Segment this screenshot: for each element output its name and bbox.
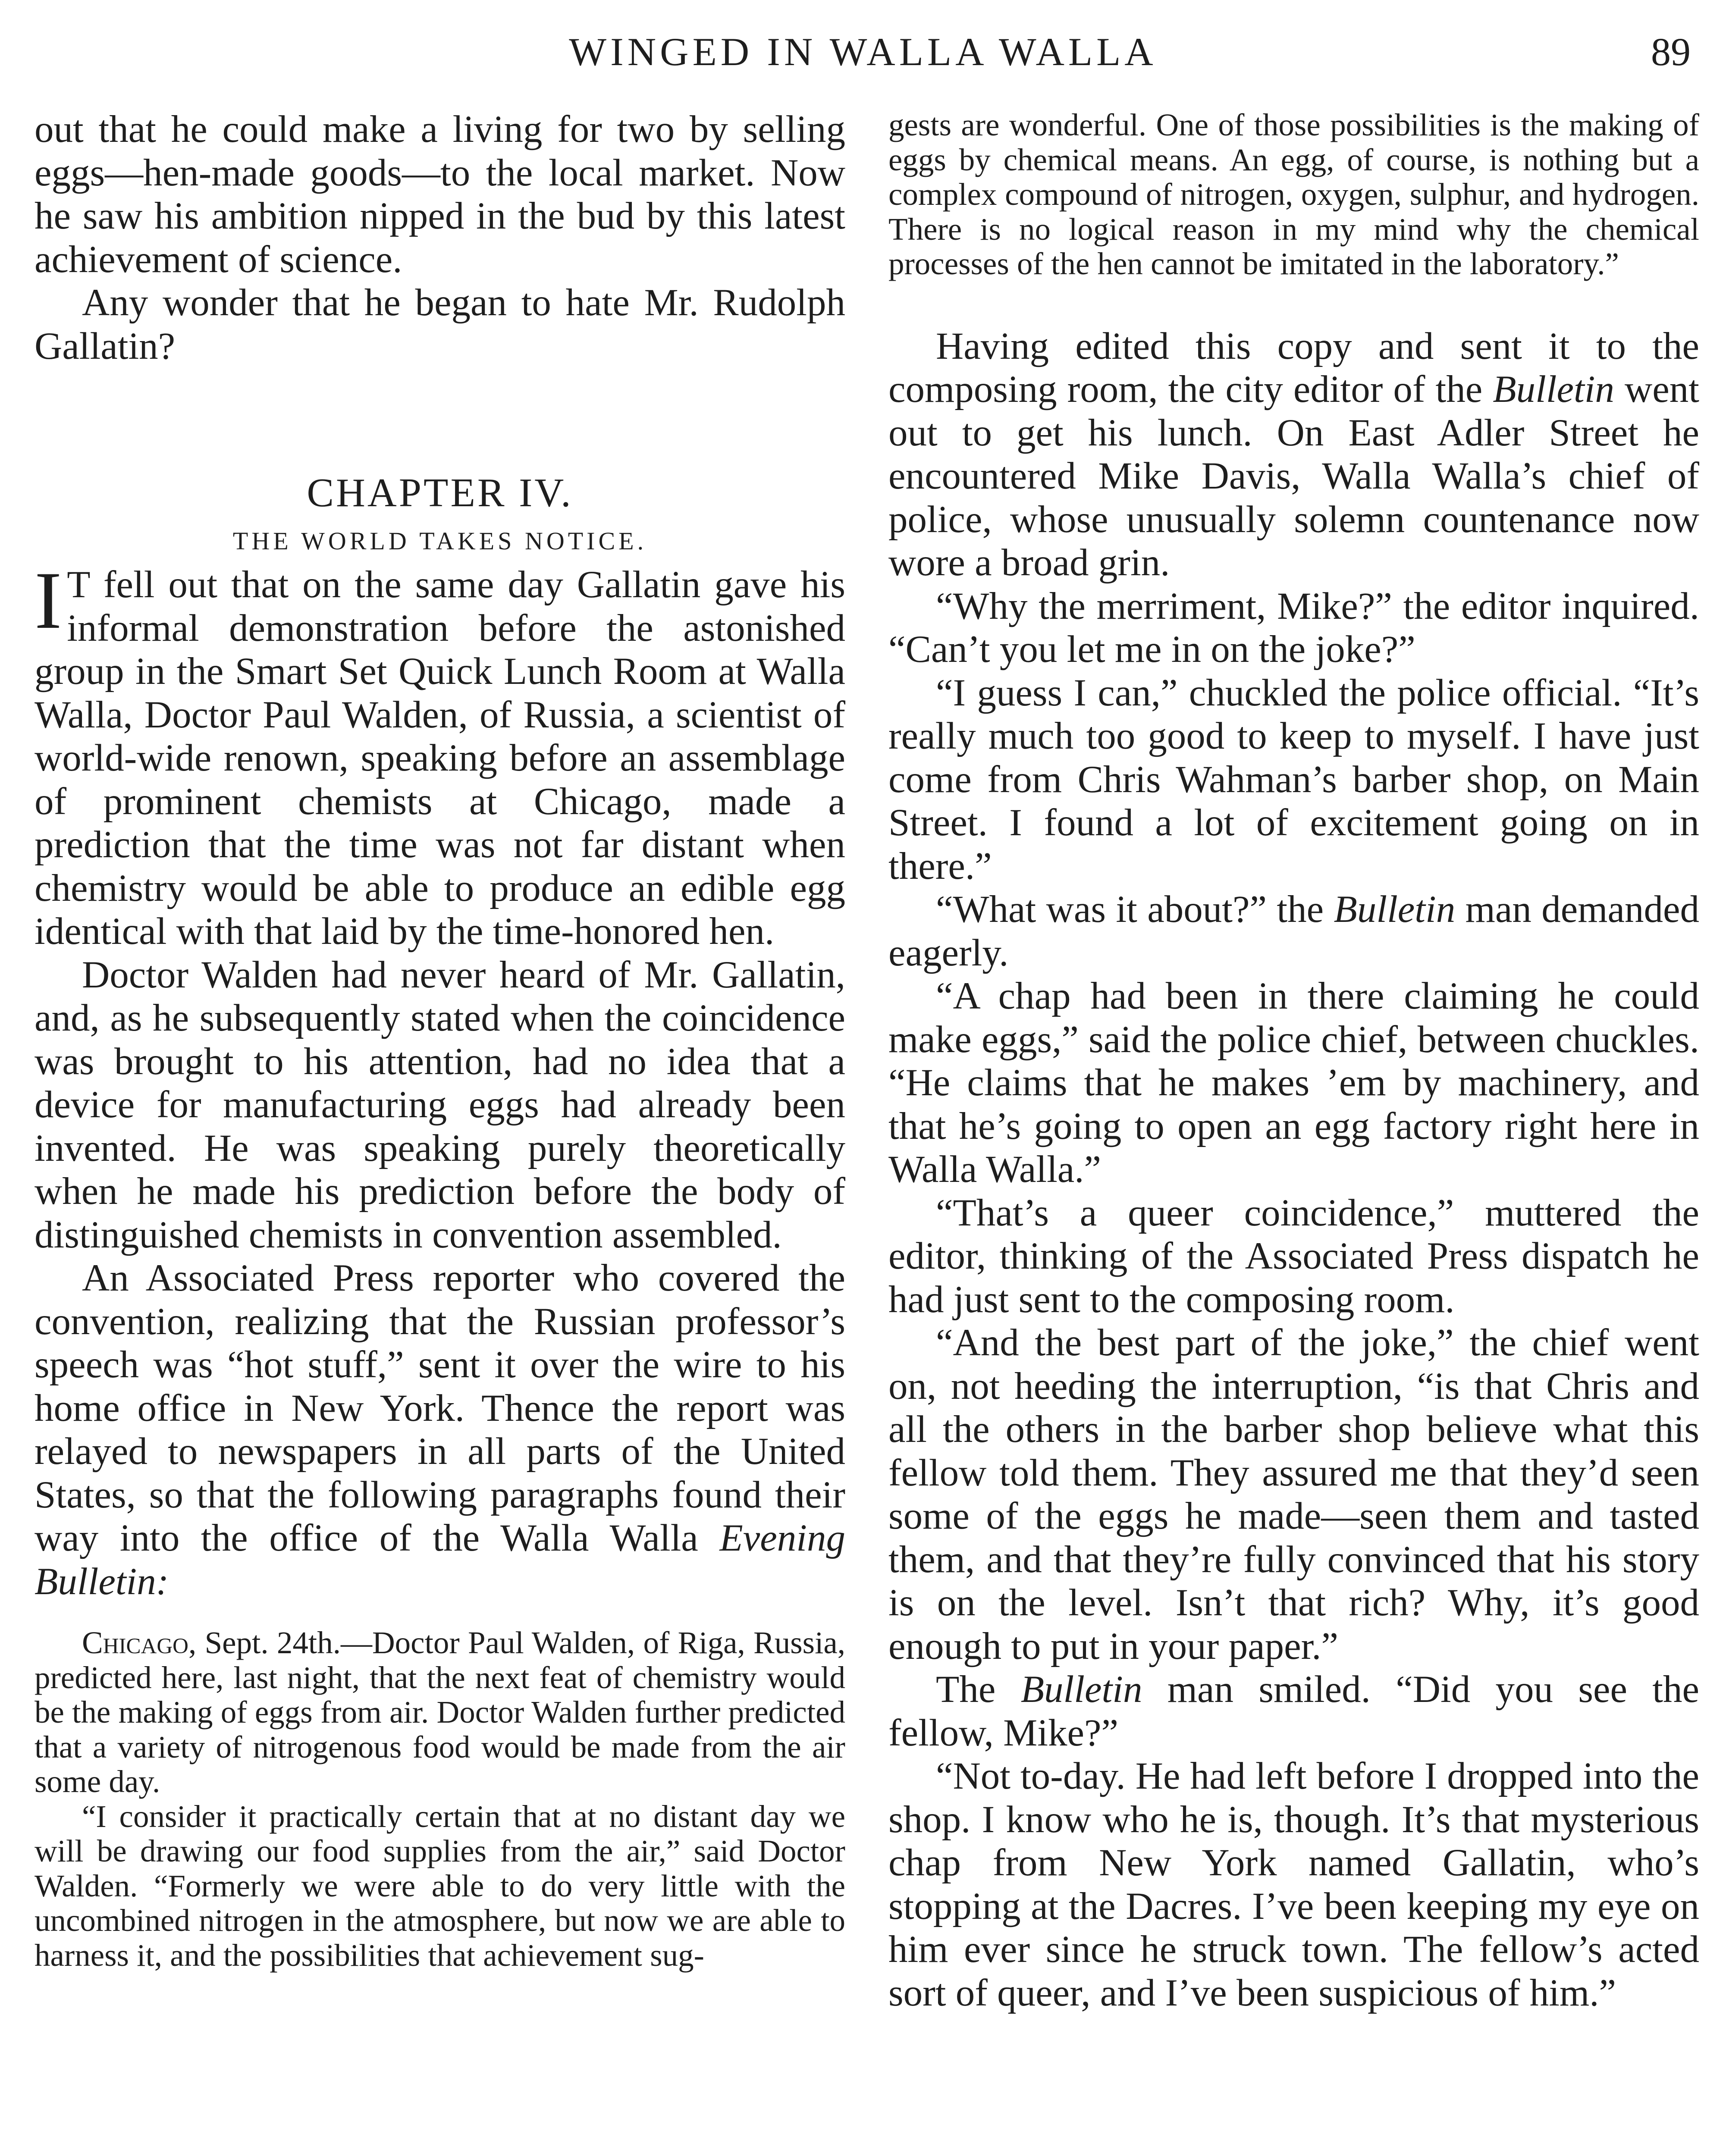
paragraph: “I guess I can,” chuckled the police official. “It’s really much too good to keep to myself. I have just come from Chris Wahman’s barber shop, on Main Street. I found a lot of excitement going on in there.” [888, 671, 1699, 887]
paragraph [888, 888, 1699, 975]
paragraph [35, 1257, 845, 1603]
paragraph: out that he could make a living for two by selling eggs—hen-made goods—to the local market. Now he saw his ambition nipped in the bud by this latest achievement of science. [35, 108, 845, 281]
paragraph [888, 1668, 1699, 1755]
news-dispatch-continued: gests are wonderful. One of those possibilities is the making of eggs by chemical means. An egg, of course, is nothing but a complex compound of nitrogen, oxygen, sulphur, and hydrogen. There is no logical reason in my mind why the chemical processes of the hen cannot be imitated in the laboratory.” [888, 107, 1699, 281]
newspaper-name: Bulletin [1020, 1668, 1142, 1711]
dispatch-dateline: Chicago [82, 1625, 189, 1660]
paragraph-text: The [936, 1668, 1021, 1711]
page-number: 89 [1651, 30, 1691, 74]
right-column [888, 108, 1699, 2015]
left-column [35, 108, 845, 1973]
running-header [30, 26, 1696, 82]
paragraph-text: man smiled. “Did you see the fellow, Mike?” [888, 1668, 1700, 1754]
paragraph-text: went out to get his lunch. On East Adler Street he encountered Mike Davis, Walla Walla’s chief of police, whose unusually solemn countenance now wore a broad grin. [888, 368, 1699, 584]
newspaper-name: Bulletin [1493, 368, 1614, 411]
newspaper-name: Evening Bulletin: [35, 1517, 845, 1603]
running-title: WINGED IN WALLA WALLA [569, 30, 1157, 74]
opening-paragraph: IT fell out that on the same day Gallatin gave his informal demonstration before the astonished group in the Smart Set Quick Lunch Room at Walla Walla, Doctor Paul Walden, of Russia, a scientist of world-wide renown, speaking before an assemblage of prominent chemists at Chicago, made a prediction that the time was not far distant when chemistry would be able to produce an edible egg identical with that laid by the time-honored hen. [35, 555, 845, 953]
paragraph: “Not to-day. He had left before I dropped into the shop. I know who he is, though. It’s that mysterious chap from New York named Gallatin, who’s stopping at the Dacres. I’ve been keeping my eye on him ever since he struck town. The fellow’s acted sort of queer, and I’ve been suspicious of him.” [888, 1755, 1699, 2014]
paragraph: “Why the merriment, Mike?” the editor inquired. “Can’t you let me in on the joke?” [888, 585, 1699, 671]
paragraph [888, 325, 1699, 585]
paragraph: “A chap had been in there claiming he could make eggs,” said the police chief, between chuckles. “He claims that he makes ’em by machinery, and that he’s going to open an egg factory right here in Walla Walla.” [888, 975, 1699, 1191]
paragraph: Any wonder that he began to hate Mr. Rudolph Gallatin? [35, 282, 845, 367]
dispatch-text: , Sept. 24th.—Doctor Paul Walden, of Riga, Russia, predicted here, last night, that the next feat of chemistry would be the making of eggs from air. Doctor Walden further predicted that a variety of nitrogenous food would be made from the air some day. [35, 1625, 845, 1799]
newspaper-name: Bulletin [1334, 888, 1456, 931]
paragraph-text: man demanded eagerly. [888, 888, 1699, 974]
news-dispatch-quote: “I consider it practically certain that at no distant day we will be drawing our food supplies from the air,” said Doctor Walden. “Formerly we were able to do very little with the uncombined nitrogen in the atmosphere, but now we are able to harness it, and the possibilities that achievement sug- [35, 1799, 845, 1973]
chapter-title: CHAPTER IV. [307, 470, 573, 515]
paragraph-text: “What was it about?” the [936, 888, 1334, 931]
paragraph: Doctor Walden had never heard of Mr. Gallatin, and, as he subsequently stated when the coincidence was brought to his attention, had no idea that a device for manufacturing eggs had already been invented. He was speaking purely theoretically when he made his prediction before the body of distinguished chemists in convention assembled. [35, 953, 845, 1256]
paragraph: “That’s a queer coincidence,” muttered the editor, thinking of the Associated Press dispatch he had just sent to the composing room. [888, 1191, 1699, 1321]
paragraph: “And the best part of the joke,” the chief went on, not heeding the interruption, “is that Chris and all the others in the barber shop believe what this fellow told them. They assured me that they’d seen some of the eggs he made—seen them and tasted them, and that they’re fully convinced that his story is on the level. Isn’t that rich? Why, it’s good enough to put in your paper.” [888, 1322, 1699, 1667]
chapter-subtitle: THE WORLD TAKES NOTICE. [232, 527, 647, 555]
paragraph-text: Having edited this copy and sent it to the composing room, the city editor of the [888, 325, 1699, 411]
news-dispatch [35, 1626, 845, 1799]
paragraph-text: An Associated Press reporter who covered the convention, realizing that the Russian professor’s speech was “hot stuff,” sent it over the wire to his home office in New York. Thence the report was relayed to newspapers in all parts of the United States, so that the following paragraphs found their way into the office of the Walla Walla [35, 1257, 845, 1559]
